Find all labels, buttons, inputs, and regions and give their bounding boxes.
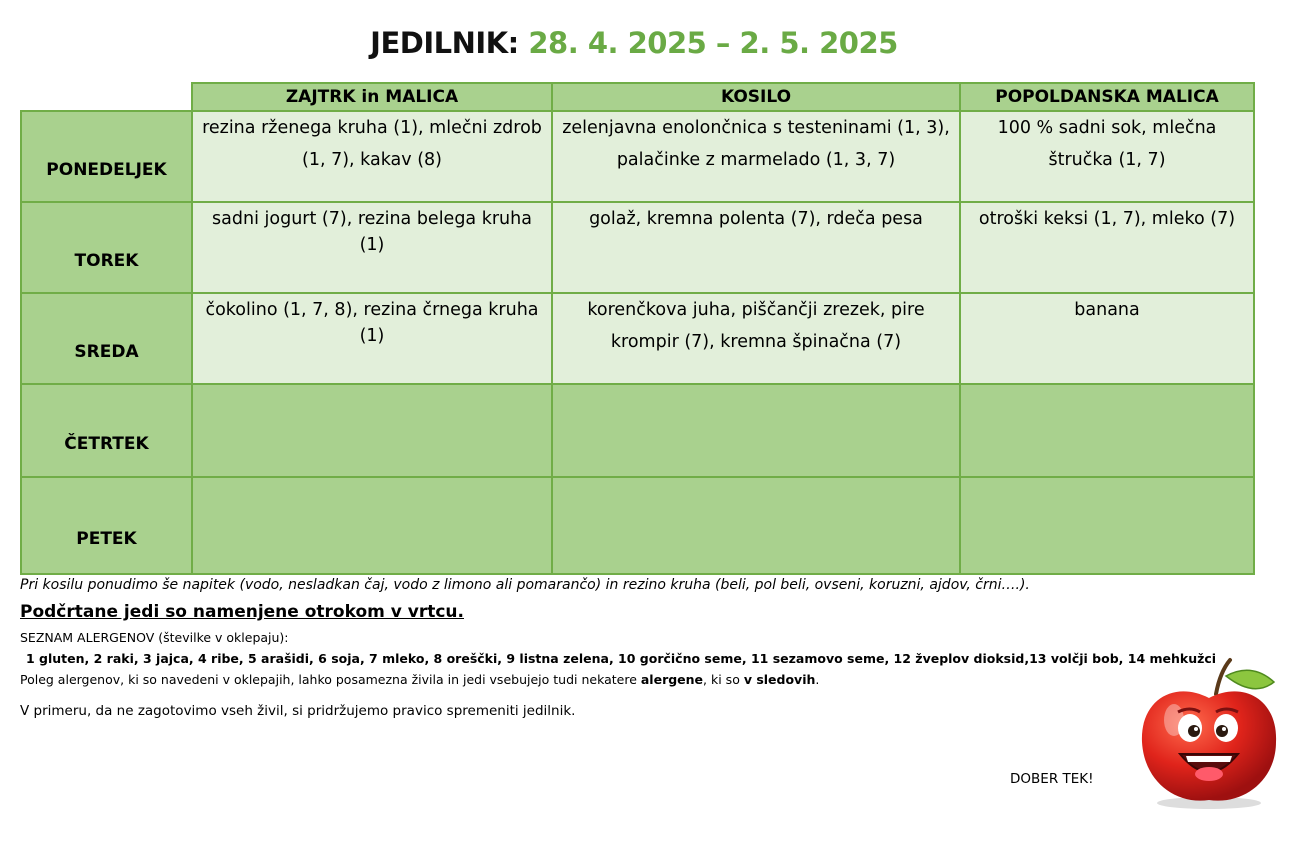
- page-title: [0, 26, 1268, 60]
- meal-cell-empty: [192, 477, 552, 574]
- title-label: JEDILNIK:: [370, 26, 519, 60]
- meal-cell: banana: [960, 293, 1254, 384]
- smiling-apple-icon: [1134, 650, 1284, 810]
- day-label: PONEDELJEK: [21, 111, 192, 202]
- meal-cell-empty: [192, 384, 552, 477]
- allergen-list-title: [20, 630, 289, 645]
- column-header-zajtrk: ZAJTRK in MALICA: [192, 83, 552, 111]
- day-label: ČETRTEK: [21, 384, 192, 477]
- trace-note-bold: alergene: [640, 672, 704, 687]
- allergen-list-subheading: (številke v oklepaju):: [154, 630, 289, 645]
- allergen-list: 1 gluten, 2 raki, 3 jajca, 4 ribe, 5 arašidi, 6 soja, 7 mleko, 8 oreščki, 9 listna zelena, 10 gorčično seme, 11 sezamovo seme, 12 žveplov dioksid,13 volčji bob, 14 mehkužci: [26, 651, 1217, 666]
- table-row: [21, 202, 1254, 293]
- column-header-kosilo: KOSILO: [552, 83, 960, 111]
- underlined-note: Podčrtane jedi so namenjene otrokom v vrtcu.: [20, 602, 464, 622]
- meal-cell: otroški keksi (1, 7), mleko (7): [960, 202, 1254, 293]
- meal-cell: 100 % sadni sok, mlečna štručka (1, 7): [960, 111, 1254, 202]
- day-label: PETEK: [21, 477, 192, 574]
- meal-cell: sadni jogurt (7), rezina belega kruha (1): [192, 202, 552, 293]
- trace-note-text: Poleg alergenov, ki so navedeni v oklepajih, lahko posamezna živila in jedi vsebujejo tudi nekatere: [20, 672, 641, 687]
- trace-allergens-note: [20, 672, 819, 687]
- table-row: [21, 384, 1254, 477]
- menu-table: [20, 82, 1255, 575]
- trace-note-bold: v sledovih: [743, 672, 816, 687]
- trace-note-text: , ki so: [703, 672, 744, 687]
- dober-tek-text: DOBER TEK!: [1010, 771, 1094, 787]
- menu-change-note: V primeru, da ne zagotovimo vseh živil, si pridržujemo pravico spremeniti jedilnik.: [20, 703, 576, 719]
- meal-cell: rezina rženega kruha (1), mlečni zdrob (1, 7), kakav (8): [192, 111, 552, 202]
- table-row: [21, 111, 1254, 202]
- drink-footnote: Pri kosilu ponudimo še napitek (vodo, nesladkan čaj, vodo z limono ali pomarančo) in rezino kruha (beli, pol beli, ovseni, koruzni, ajdov, črni….).: [20, 577, 1030, 593]
- trace-note-text: .: [815, 672, 820, 687]
- meal-cell-empty: [960, 477, 1254, 574]
- meal-cell: zelenjavna enolončnica s testeninami (1, 3), palačinke z marmelado (1, 3, 7): [552, 111, 960, 202]
- meal-cell: čokolino (1, 7, 8), rezina črnega kruha (1): [192, 293, 552, 384]
- day-label: SREDA: [21, 293, 192, 384]
- day-label: TOREK: [21, 202, 192, 293]
- table-corner: [21, 83, 192, 111]
- title-dates: 28. 4. 2025 – 2. 5. 2025: [528, 26, 898, 60]
- table-row: [21, 293, 1254, 384]
- allergen-list-heading: SEZNAM ALERGENOV: [20, 630, 155, 645]
- table-row: [21, 477, 1254, 574]
- meal-cell-empty: [552, 477, 960, 574]
- meal-cell: korenčkova juha, piščančji zrezek, pire krompir (7), kremna špinačna (7): [552, 293, 960, 384]
- meal-cell-empty: [552, 384, 960, 477]
- meal-cell-empty: [960, 384, 1254, 477]
- meal-cell: golaž, kremna polenta (7), rdeča pesa: [552, 202, 960, 293]
- column-header-popoldanska: POPOLDANSKA MALICA: [960, 83, 1254, 111]
